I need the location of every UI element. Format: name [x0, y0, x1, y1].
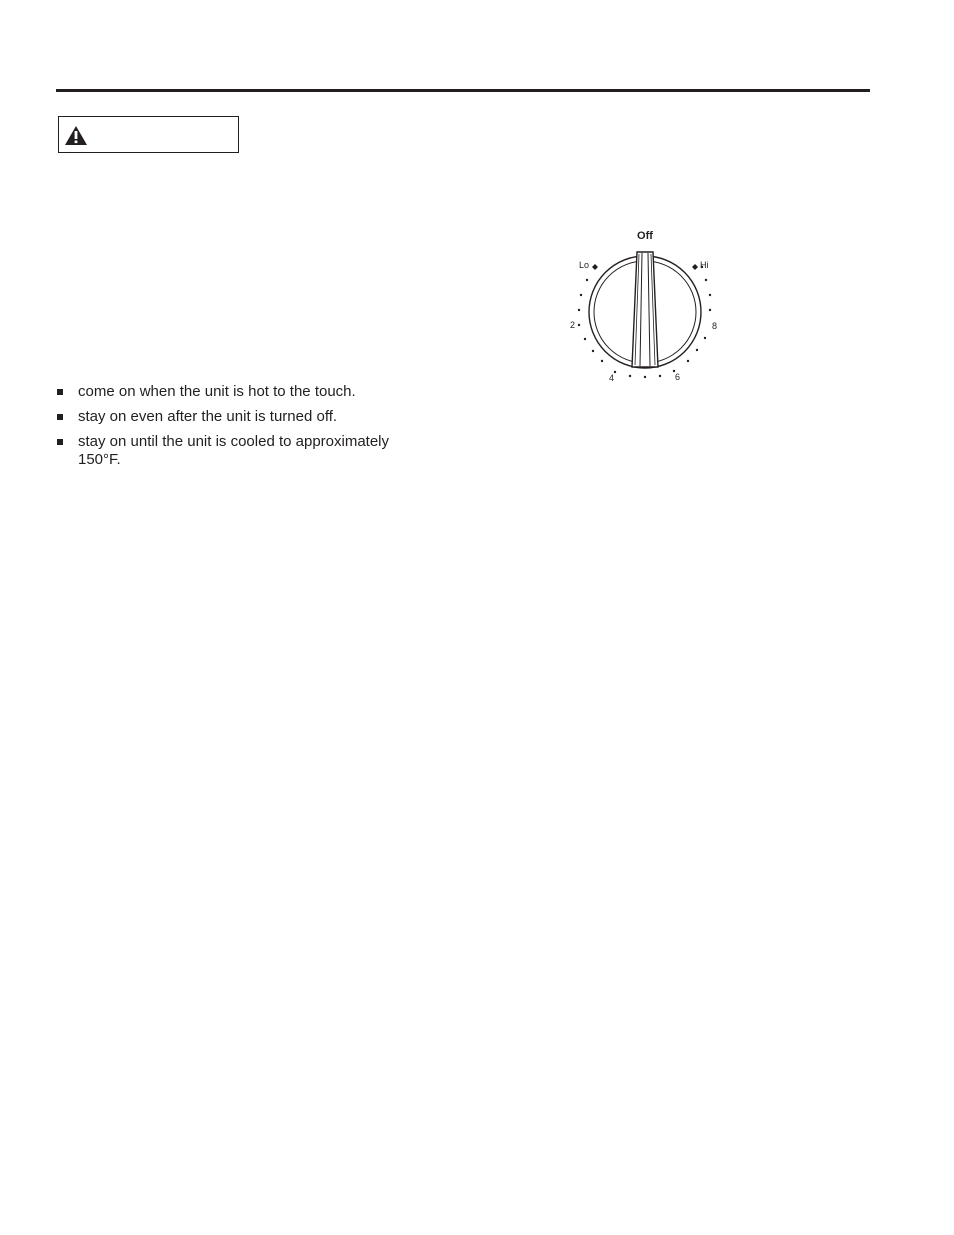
list-item	[56, 433, 396, 469]
lo-diamond-icon	[592, 264, 598, 270]
square-bullet-icon	[57, 439, 63, 445]
square-bullet-icon	[57, 414, 63, 420]
knob-label-4: 4	[609, 373, 615, 383]
hi-diamond-icon	[692, 264, 698, 270]
knob-label-lo: Lo	[579, 260, 590, 270]
square-bullet-icon	[57, 389, 63, 395]
list-item-text: stay on even after the unit is turned off.	[78, 408, 338, 425]
knob-label-2: 2	[570, 320, 576, 330]
warning-label-box	[58, 116, 239, 153]
list-item-text: come on when the unit is hot to the touch.	[78, 383, 356, 400]
control-knob-illustration	[560, 224, 730, 394]
list-item-text: stay on until the unit is cooled to approximately 150°F.	[78, 433, 390, 468]
knob-label-hi: Hi	[700, 260, 709, 270]
knob-pointer	[632, 252, 658, 367]
knob-label-6: 6	[675, 372, 681, 382]
list-item	[56, 383, 396, 401]
knob-label-8: 8	[712, 321, 718, 331]
warning-triangle-icon	[64, 125, 88, 146]
indicator-bullet-list	[56, 383, 396, 476]
knob-label-off: Off	[637, 230, 653, 242]
list-item	[56, 408, 396, 426]
header-rule	[56, 89, 870, 92]
